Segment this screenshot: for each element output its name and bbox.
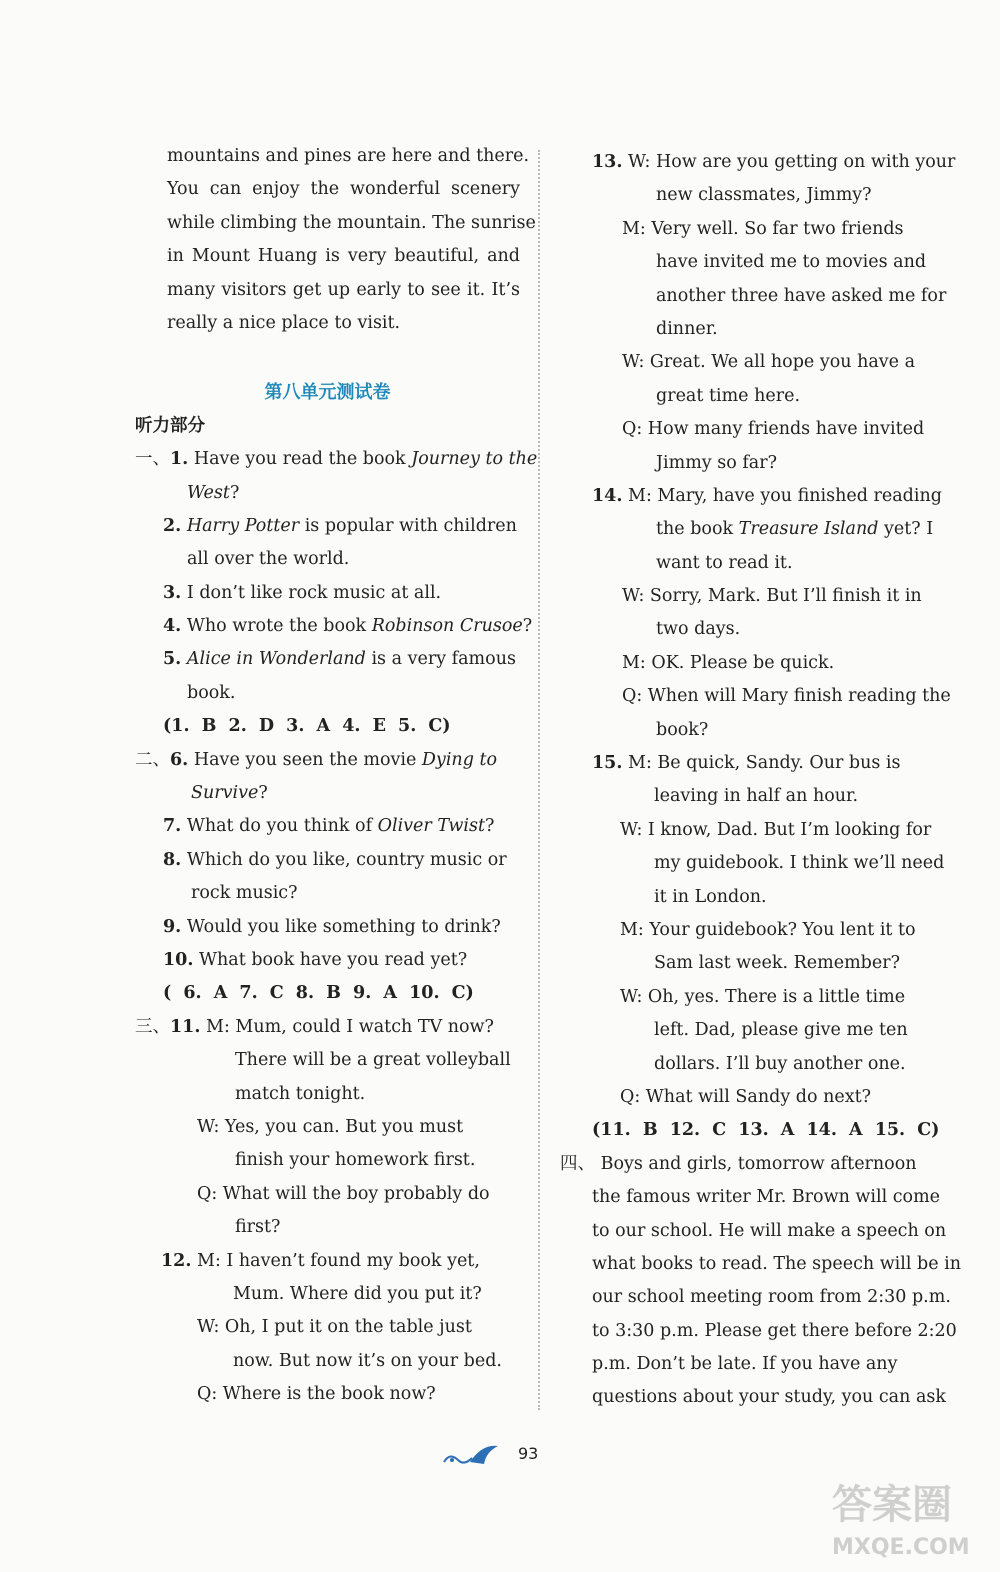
text-line: many visitors get up early to see it. It’s: [167, 279, 520, 300]
question-2: 2. Harry Potter is popular with children: [163, 515, 517, 536]
text-line: to 3:30 p.m. Please get there before 2:20: [592, 1320, 957, 1341]
text-line: the famous writer Mr. Brown will come: [592, 1187, 941, 1208]
text-line: Jimmy so far?: [656, 452, 777, 473]
question-1: 一、1. Have you read the book Journey to the: [135, 449, 538, 470]
text-line: W: Great. We all hope you have a: [622, 352, 916, 373]
text-line: two days.: [656, 619, 741, 640]
right-column: 13. W: How are you getting on with your new classmates, Jimmy? M: Very well. So far two friends have invited me to movies and another three have asked me for dinner. W: Great. We all hope you have a great time here. Q: How many friends have invited Jimmy so far? 14. M: Mary, have you finished reading the book Treasure Island yet? I want to read it. W: Sorry, Mark. But I’ll finish it in two days. M: OK. Please be quick. Q: When will Mary finish reading the book? 15. M: Be quick, Sandy. Our bus is leaving in half an hour. W: I know, Dad. But I’m looking for my guidebook. I think we’ll need it in London. M: Your guidebook? You lent it to Sam last week. Remember? W: Oh, yes. There is a little time left. Dad, please give me ten dollars. I’ll buy another one. Q: What will Sandy do next? (11. B 12. C 13. A 14. A 15. C) 四、 Boys and girls, tomorrow afternoon the famous writer Mr. Brown will come to our school. He will make a speech on what books to read. The speech will be in our school meeting room from 2:30 p.m. to 3:30 p.m. Please get there before 2:20 p.m. Don’t be late. If you have any questions about your study, you can ask: [592, 146, 952, 1415]
watermark-top-text: 答案圈: [832, 1482, 952, 1528]
text-line: all over the world.: [187, 549, 350, 570]
question-6: 二、6. Have you seen the movie Dying to: [135, 749, 498, 770]
question-5: 5. Alice in Wonderland is a very famous: [163, 649, 516, 670]
text-line: rock music?: [191, 883, 298, 904]
column-divider: [538, 150, 540, 1410]
text-line: finish your homework first.: [235, 1150, 476, 1171]
text-line: W: Yes, you can. But you must: [197, 1116, 464, 1137]
part-marker: 三、: [135, 1016, 170, 1037]
text-line: dollars. I’ll buy another one.: [654, 1053, 906, 1074]
text-line: dinner.: [656, 318, 718, 339]
text-line: p.m. Don’t be late. If you have any: [592, 1354, 898, 1375]
part-marker: 二、: [135, 749, 170, 770]
text-line: while climbing the mountain. The sunrise: [167, 212, 536, 233]
page-footer: [440, 1440, 560, 1470]
question-13: 13. W: How are you getting on with your: [592, 152, 956, 172]
text-line: Sam last week. Remember?: [654, 953, 900, 974]
text-line: to our school. He will make a speech on: [592, 1220, 947, 1241]
text-line: now. But now it’s on your bed.: [233, 1350, 502, 1371]
text-line: really a nice place to visit.: [167, 312, 401, 333]
text-line: There will be a great volleyball: [235, 1050, 511, 1071]
question-15: 15. M: Be quick, Sandy. Our bus is: [592, 753, 901, 774]
question-8: 8. Which do you like, country music or: [163, 849, 507, 870]
text-line: book?: [656, 719, 709, 740]
site-watermark-logo: [820, 1470, 990, 1565]
passage-continuation: [135, 140, 536, 340]
question-14: 14. M: Mary, have you finished reading: [592, 485, 942, 506]
bird-ornament-icon: [440, 1440, 510, 1470]
answer-key-1: (1. B 2. D 3. A 4. E 5. C): [163, 716, 451, 737]
text-line: first?: [235, 1217, 281, 1238]
text-line: M: Your guidebook? You lent it to: [620, 919, 916, 940]
text-line: M: Very well. So far two friends: [622, 218, 904, 239]
text-line: book.: [187, 682, 236, 703]
watermark-bottom-text: MXQE.COM: [832, 1535, 970, 1560]
text-line: Q: When will Mary finish reading the: [622, 686, 951, 707]
question-12: 12. M: I haven’t found my book yet,: [161, 1250, 480, 1271]
part-marker: 四、: [560, 1153, 595, 1174]
page-number: 93: [518, 1444, 539, 1463]
text-line: match tonight.: [235, 1083, 366, 1104]
text-line: W: I know, Dad. But I’m looking for: [620, 819, 932, 840]
text-line: Q: What will the boy probably do: [197, 1183, 490, 1204]
text-line: what books to read. The speech will be in: [592, 1253, 962, 1274]
text-line: Q: What will Sandy do next?: [620, 1086, 871, 1107]
text-line: great time here.: [656, 385, 801, 406]
text-line: W: Oh, yes. There is a little time: [620, 986, 906, 1007]
question-9: 9. Would you like something to drink?: [163, 916, 501, 937]
part-4: 四、 Boys and girls, tomorrow afternoon: [560, 1153, 917, 1174]
text-line: M: OK. Please be quick.: [622, 652, 835, 673]
text-line: questions about your study, you can ask: [592, 1387, 946, 1408]
text-line: You can enjoy the wonderful scenery: [167, 179, 520, 200]
text-line: mountains and pines are here and there.: [167, 146, 530, 166]
section-heading: 听力部分: [135, 415, 205, 436]
text-line: my guidebook. I think we’ll need: [654, 853, 945, 874]
question-7: 7. What do you think of Oliver Twist?: [163, 816, 495, 837]
answer-key-2: ( 6. A 7. C 8. B 9. A 10. C): [163, 983, 474, 1004]
text-line: want to read it.: [656, 552, 793, 573]
question-10: 10. What book have you read yet?: [163, 949, 468, 970]
text-line: new classmates, Jimmy?: [656, 185, 872, 206]
part-marker: 一、: [135, 449, 170, 470]
text-line: Q: How many friends have invited: [622, 419, 925, 440]
text-line: it in London.: [654, 886, 767, 907]
text-line: W: Sorry, Mark. But I’ll finish it in: [622, 586, 922, 607]
text-line: have invited me to movies and: [656, 252, 927, 273]
text-line: leaving in half an hour.: [654, 786, 859, 807]
question-11: 三、11. M: Mum, could I watch TV now?: [135, 1016, 494, 1037]
text-line: our school meeting room from 2:30 p.m.: [592, 1287, 951, 1308]
text-line: another three have asked me for: [656, 285, 947, 306]
text-line: left. Dad, please give me ten: [654, 1020, 908, 1041]
watermark-icon: [820, 1470, 990, 1565]
question-4: 4. Who wrote the book Robinson Crusoe?: [163, 616, 533, 637]
left-column: mountains and pines are here and there. You can enjoy the wonderful scenery while climbing the mountain. The sunrise in Mount Huang is very beautiful, and many visitors get up early to see it. It’s really a nice place to visit. 第八单元测试卷 听力部分 一、1. Have you read the book Journey to the West? 2. Harry Potter is popular with children all over the world. 3. I don’t like rock music at all. 4. Who wrote the book Robinson Crusoe? 5. Alice in Wonderland is a very famous book. (1. B 2. D 3. A 4. E 5. C) 二、6. Have you seen the movie Dying to Survive? 7. What do you think of Oliver Twist? 8. Which do you like, country music or rock music? 9. Would you like something to drink? 10. What book have you read yet? ( 6. A 7. C 8. B 9. A 10. C) 三、11. M: Mum, could I watch TV now? There will be a great volleyball match tonight. W: Yes, you can. But you must finish your homework first. Q: What will the boy probably do first? 12. M: I haven’t found my book yet, Mum. Where did you put it? W: Oh, I put it on the table just now. But now it’s on your bed. Q: Where is the book now?: [135, 140, 520, 1411]
question-3: 3. I don’t like rock music at all.: [163, 582, 442, 603]
text-line: in Mount Huang is very beautiful, and: [167, 246, 520, 267]
text-line: Q: Where is the book now?: [197, 1384, 436, 1405]
unit-title: 第八单元测试卷: [264, 382, 391, 404]
answer-key-3: (11. B 12. C 13. A 14. A 15. C): [592, 1120, 940, 1141]
text-line: Mum. Where did you put it?: [233, 1283, 482, 1304]
text-line: W: Oh, I put it on the table just: [197, 1317, 472, 1338]
